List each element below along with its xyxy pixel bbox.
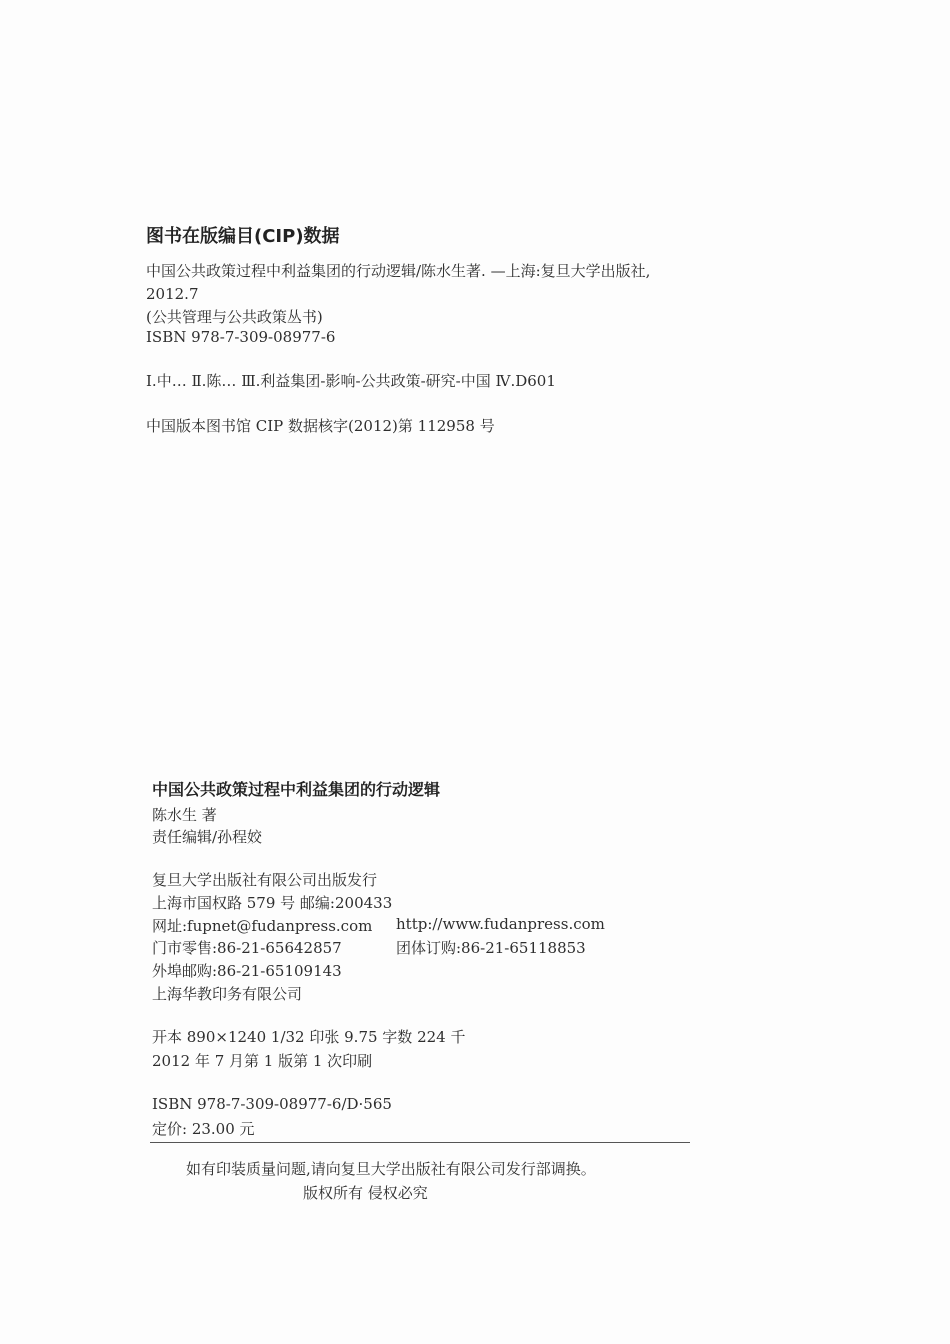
cip-isbn-line: ISBN 978-7-309-08977-6 bbox=[146, 328, 336, 346]
phone-row bbox=[152, 937, 586, 958]
email-text: 网址:fupnet@fudanpress.com bbox=[152, 917, 373, 935]
isbn-full-line: ISBN 978-7-309-08977-6/D·565 bbox=[152, 1095, 392, 1113]
edition-line: 2012 年 7 月第 1 版第 1 次印刷 bbox=[152, 1052, 373, 1070]
cip-heading: 图书在版编目(CIP)数据 bbox=[146, 226, 340, 247]
retail-phone: 门市零售:86-21-65642857 bbox=[152, 939, 342, 957]
address-line: 上海市国权路 579 号 邮编:200433 bbox=[152, 894, 393, 912]
author-line: 陈水生 著 bbox=[152, 806, 217, 824]
web-contact-row bbox=[152, 915, 605, 936]
editor-line: 责任编辑/孙程姣 bbox=[152, 828, 263, 846]
copyright-notice: 版权所有 侵权必究 bbox=[303, 1184, 428, 1202]
cip-classification: Ⅰ.中… Ⅱ.陈… Ⅲ.利益集团-影响-公共政策-研究-中国 Ⅳ.D601 bbox=[146, 372, 556, 390]
cip-record-number: 中国版本图书馆 CIP 数据核字(2012)第 112958 号 bbox=[146, 417, 495, 435]
cip-date-line: 2012.7 bbox=[146, 285, 199, 303]
format-line: 开本 890×1240 1/32 印张 9.75 字数 224 千 bbox=[152, 1028, 466, 1046]
book-title: 中国公共政策过程中利益集团的行动逻辑 bbox=[152, 780, 441, 799]
publisher-line: 复旦大学出版社有限公司出版发行 bbox=[152, 871, 378, 889]
cip-series-line: (公共管理与公共政策丛书) bbox=[146, 308, 323, 326]
cip-title-line: 中国公共政策过程中利益集团的行动逻辑/陈水生著. —上海:复旦大学出版社, bbox=[146, 262, 651, 280]
printer-line: 上海华教印务有限公司 bbox=[152, 985, 303, 1003]
divider-rule bbox=[150, 1142, 690, 1143]
mail-order-line: 外埠邮购:86-21-65109143 bbox=[152, 962, 342, 980]
website-link[interactable]: http://www.fudanpress.com bbox=[396, 915, 605, 933]
quality-notice: 如有印装质量问题,请向复旦大学出版社有限公司发行部调换。 bbox=[186, 1160, 596, 1178]
price-line: 定价: 23.00 元 bbox=[152, 1120, 255, 1138]
group-phone: 团体订购:86-21-65118853 bbox=[396, 939, 586, 957]
